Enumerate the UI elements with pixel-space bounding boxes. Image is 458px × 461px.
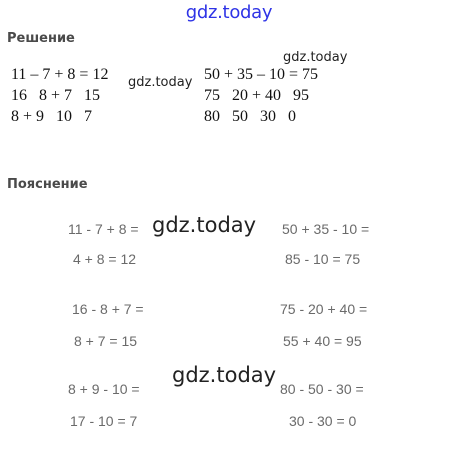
- solution-right-line-3: 80 50 30 0: [204, 108, 296, 125]
- explanation-row-2-left-result: 8 + 7 = 15: [74, 333, 138, 349]
- explanation-row-3-right-result: 30 - 30 = 0: [289, 413, 357, 429]
- explanation-row-1-right-expression: 50 + 35 - 10 =: [282, 221, 370, 237]
- solution-heading: Решение: [7, 31, 75, 46]
- explanation-row-3-right-expression: 80 - 50 - 30 =: [280, 381, 364, 397]
- site-logo: gdz.today: [185, 2, 273, 23]
- watermark: gdz.today: [128, 75, 193, 90]
- explanation-row-2-left-expression: 16 - 8 + 7 =: [72, 301, 144, 317]
- solution-right-line-2: 75 20 + 40 95: [204, 87, 310, 104]
- explanation-row-3-left-expression: 8 + 9 - 10 =: [68, 381, 140, 397]
- watermark: gdz.today: [152, 213, 257, 237]
- explanation-row-3-left-result: 17 - 10 = 7: [70, 413, 138, 429]
- solution-right-line-1: 50 + 35 – 10 = 75: [204, 66, 319, 83]
- watermark: gdz.today: [283, 50, 348, 65]
- solution-left-line-1: 11 – 7 + 8 = 12: [11, 66, 109, 83]
- explanation-row-2-right-result: 55 + 40 = 95: [283, 333, 362, 349]
- explanation-row-2-right-expression: 75 - 20 + 40 =: [280, 301, 368, 317]
- solution-left-line-2: 16 8 + 7 15: [11, 87, 101, 104]
- solution-left-line-3: 8 + 9 10 7: [11, 108, 93, 125]
- explanation-row-1-left-expression: 11 - 7 + 8 =: [68, 221, 139, 237]
- explanation-row-1-left-result: 4 + 8 = 12: [73, 251, 137, 267]
- explanation-row-1-right-result: 85 - 10 = 75: [285, 251, 361, 267]
- watermark: gdz.today: [172, 363, 277, 387]
- explanation-heading: Пояснение: [7, 177, 88, 192]
